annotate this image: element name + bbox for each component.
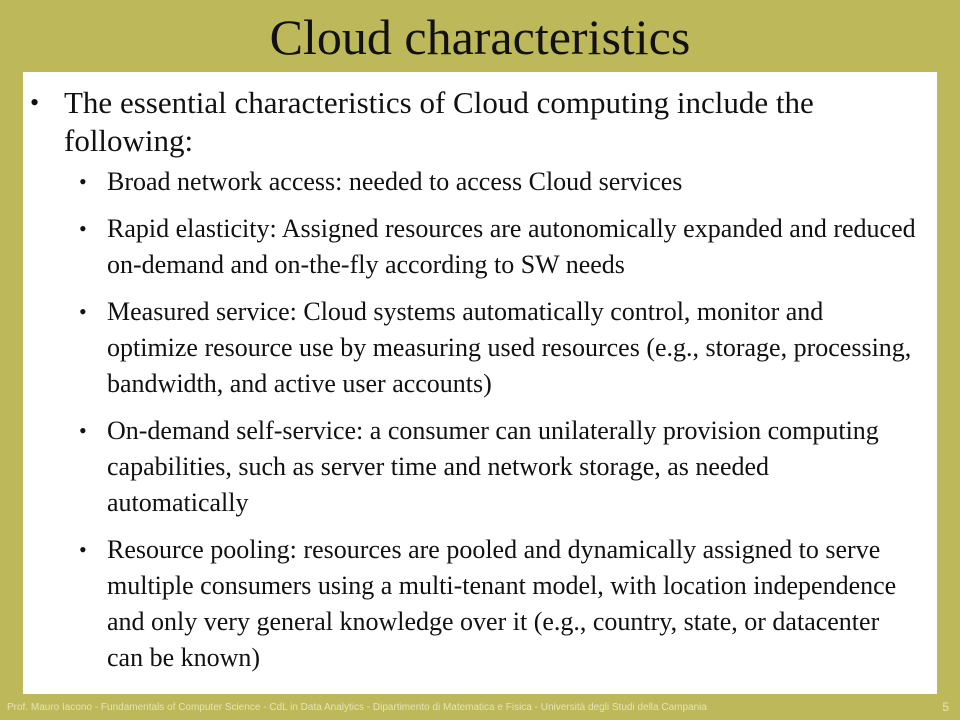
content-panel <box>23 72 937 694</box>
bullet-icon: • <box>79 299 87 324</box>
bullet-icon: • <box>79 169 87 194</box>
list-item-text: Rapid elasticity: Assigned resources are autonomically expanded and reduced on-demand and on-the-fly according to SW needs <box>107 214 916 279</box>
list-item <box>79 164 917 200</box>
list-item <box>79 294 917 402</box>
list-item-text: On-demand self-service: a consumer can unilaterally provision computing capabilities, such as server time and network storage, as needed automatically <box>107 416 879 517</box>
footer-text: Prof. Mauro Iacono - Fundamentals of Computer Science - CdL in Data Analytics - Dipartimento di Matematica e Fisica - Università degli Studi della Campania <box>7 702 707 713</box>
list-item <box>79 211 917 283</box>
page-number: 5 <box>942 700 949 714</box>
list-item-text: Measured service: Cloud systems automatically control, monitor and optimize resource use by measuring used resources (e.g., storage, processing, bandwidth, and active user accounts) <box>107 297 912 398</box>
bullet-icon: • <box>79 216 87 241</box>
list-item <box>79 413 917 521</box>
bullet-icon: • <box>79 418 87 443</box>
slide-title: Cloud characteristics <box>269 9 691 65</box>
bullet-icon: • <box>30 88 40 117</box>
intro-text: The essential characteristics of Cloud computing include the following: <box>64 85 814 158</box>
bullet-icon: • <box>79 537 87 562</box>
list-item-text: Resource pooling: resources are pooled and dynamically assigned to serve multiple consumers using a multi-tenant model, with location independence and only very general knowledge over it (e.g., country, state, or datacenter can be known) <box>107 535 897 672</box>
sub-bullet-list <box>64 164 917 676</box>
bullet-list <box>23 84 937 676</box>
list-item-text: Broad network access: needed to access Cloud services <box>107 167 683 196</box>
intro-item <box>30 84 917 676</box>
list-item <box>79 532 917 676</box>
